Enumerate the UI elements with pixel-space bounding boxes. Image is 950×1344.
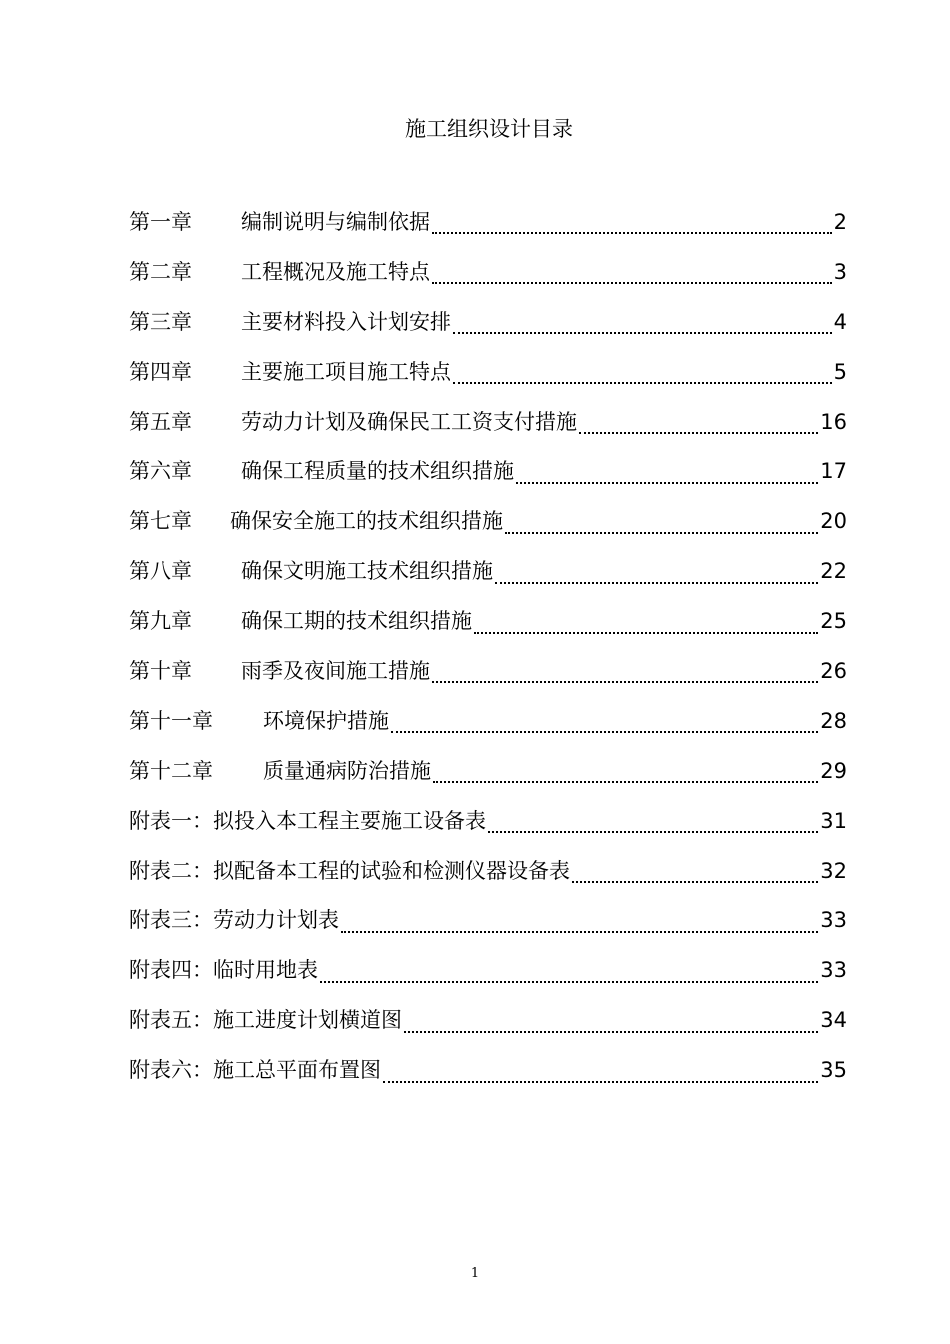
- dot-leader: [572, 880, 818, 883]
- toc-page-number: 28: [820, 708, 847, 733]
- toc-entry-title: 劳动力计划及确保民工工资支付措施: [241, 409, 577, 434]
- toc-page-number: 34: [820, 1008, 847, 1033]
- dot-leader: [433, 780, 818, 783]
- toc-page-number: 3: [833, 259, 847, 284]
- dot-leader: [320, 980, 818, 983]
- toc-chapter-label: 第十章: [129, 659, 192, 684]
- toc-appendix-label: 附表六：: [129, 1058, 213, 1083]
- toc-entry-title: 确保安全施工的技术组织措施: [230, 509, 503, 534]
- dot-leader: [505, 531, 818, 534]
- toc-chapter-label: 第八章: [129, 559, 192, 584]
- toc-entry[interactable]: [129, 206, 847, 256]
- toc-entry-title: 劳动力计划表: [213, 908, 339, 933]
- toc-entry[interactable]: [129, 1054, 847, 1104]
- toc-entry[interactable]: [129, 605, 847, 655]
- toc-appendix-label: 附表二：: [129, 858, 213, 883]
- dot-leader: [474, 631, 818, 634]
- toc-entry-title: 工程概况及施工特点: [241, 259, 430, 284]
- toc-page-number: 32: [820, 858, 847, 883]
- toc-chapter-label: 第五章: [129, 409, 192, 434]
- dot-leader: [432, 680, 818, 683]
- dot-leader: [432, 281, 832, 284]
- toc-entry-title: 施工进度计划横道图: [213, 1008, 402, 1033]
- toc-entry-title: 确保工程质量的技术组织措施: [241, 459, 514, 484]
- dot-leader: [404, 1030, 818, 1033]
- toc-appendix-label: 附表四：: [129, 958, 213, 983]
- toc-entry-title: 雨季及夜间施工措施: [241, 659, 430, 684]
- toc-entry[interactable]: [129, 505, 847, 555]
- toc-chapter-label: 第六章: [129, 459, 192, 484]
- dot-leader: [453, 381, 832, 384]
- toc-entry[interactable]: [129, 855, 847, 905]
- toc-entry-title: 主要施工项目施工特点: [241, 359, 451, 384]
- dot-leader: [432, 231, 832, 234]
- toc-chapter-label: 第四章: [129, 359, 192, 384]
- toc-entry-title: 确保工期的技术组织措施: [241, 609, 472, 634]
- dot-leader: [516, 481, 818, 484]
- toc-entry[interactable]: [129, 406, 847, 456]
- dot-leader: [453, 331, 832, 334]
- toc-entry-title: 临时用地表: [213, 958, 318, 983]
- toc-entry-title: 拟投入本工程主要施工设备表: [213, 808, 486, 833]
- toc-page-number: 31: [820, 808, 847, 833]
- toc-chapter-label: 第三章: [129, 309, 192, 334]
- toc-appendix-label: 附表三：: [129, 908, 213, 933]
- toc-page-number: 33: [820, 908, 847, 933]
- toc-entry[interactable]: [129, 655, 847, 705]
- toc-page-number: 4: [833, 309, 847, 334]
- toc-entry-title: 环境保护措施: [263, 708, 389, 733]
- toc-chapter-label: 第七章: [129, 509, 192, 534]
- toc-entry[interactable]: [129, 904, 847, 954]
- toc-appendix-label: 附表五：: [129, 1008, 213, 1033]
- toc-chapter-label: 第十一章: [129, 708, 213, 733]
- toc-entry[interactable]: [129, 555, 847, 605]
- toc-entry[interactable]: [129, 256, 847, 306]
- toc-page-number: 17: [820, 459, 847, 484]
- dot-leader: [391, 730, 818, 733]
- document-title: 施工组织设计目录: [405, 117, 573, 141]
- toc-page-number: 2: [833, 210, 847, 234]
- toc-chapter-label: 第一章: [129, 210, 192, 234]
- toc-appendix-label: 附表一：: [129, 808, 213, 833]
- toc-page-number: 26: [820, 659, 847, 684]
- toc-entry-title: 质量通病防治措施: [263, 758, 431, 783]
- toc-entry[interactable]: [129, 356, 847, 406]
- toc-page-number: 25: [820, 609, 847, 634]
- toc-entry[interactable]: [129, 755, 847, 805]
- toc-chapter-label: 第十二章: [129, 758, 213, 783]
- toc-entry-title: 拟配备本工程的试验和检测仪器设备表: [213, 858, 570, 883]
- toc-page-number: 5: [833, 359, 847, 384]
- toc-page-number: 35: [820, 1058, 847, 1083]
- toc-page-number: 20: [820, 509, 847, 534]
- toc-chapter-label: 第九章: [129, 609, 192, 634]
- dot-leader: [341, 930, 818, 933]
- footer-page-number: 1: [470, 1266, 480, 1281]
- toc-entry-title: 主要材料投入计划安排: [241, 309, 451, 334]
- toc-page-number: 29: [820, 758, 847, 783]
- toc-entry[interactable]: [129, 805, 847, 855]
- toc-page-number: 16: [820, 409, 847, 434]
- toc-entry[interactable]: [129, 1004, 847, 1054]
- toc-entry[interactable]: [129, 455, 847, 505]
- table-of-contents: [129, 206, 847, 1104]
- toc-page-number: 33: [820, 958, 847, 983]
- dot-leader: [579, 431, 818, 434]
- dot-leader: [488, 830, 818, 833]
- toc-entry-title: 施工总平面布置图: [213, 1058, 381, 1083]
- toc-chapter-label: 第二章: [129, 259, 192, 284]
- dot-leader: [383, 1080, 818, 1083]
- toc-entry[interactable]: [129, 705, 847, 755]
- toc-page-number: 22: [820, 559, 847, 584]
- toc-entry-title: 编制说明与编制依据: [241, 210, 430, 234]
- toc-entry[interactable]: [129, 306, 847, 356]
- dot-leader: [495, 581, 818, 584]
- toc-entry-title: 确保文明施工技术组织措施: [241, 559, 493, 584]
- toc-entry[interactable]: [129, 954, 847, 1004]
